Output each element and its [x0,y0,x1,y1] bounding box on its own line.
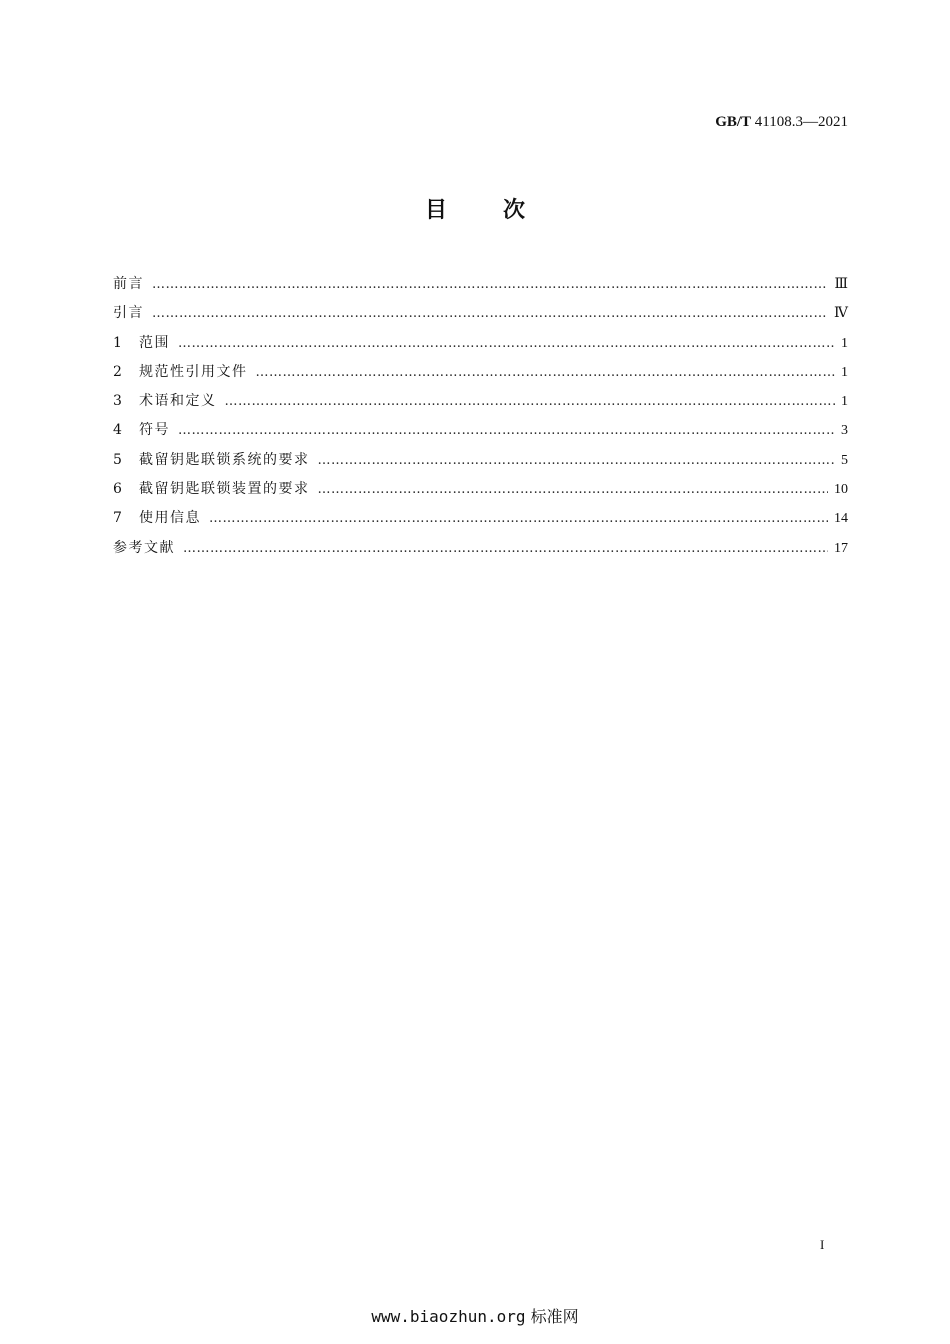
toc-entry-label: 前言 [113,276,144,292]
toc-entry-number: 7 [113,510,122,527]
toc-entry-label: 使用信息 [139,510,201,527]
toc-title [0,193,950,224]
standard-number: 41108.3—2021 [754,114,848,130]
document-number [715,114,848,131]
toc-dot-leader [152,270,828,299]
toc-dot-leader [209,504,828,533]
toc-dot-leader [225,387,836,416]
toc-entry-label: 符号 [139,422,170,439]
watermark [0,1304,950,1327]
toc-dot-leader [256,358,836,387]
toc-entry-label: 引言 [113,305,144,322]
toc-entry-page: Ⅳ [834,306,848,322]
standard-code: GB/T [715,114,752,130]
toc-entry-page: 17 [834,540,848,556]
toc-entry-page: 10 [834,482,848,498]
toc-title-char-2: 次 [503,198,526,223]
toc-entry-scope[interactable] [113,329,848,358]
watermark-url: www.biaozhun.org [371,1307,526,1326]
toc-entry-number: 6 [113,481,122,498]
toc-entry-page: 5 [841,452,848,468]
toc-entry-terms-definitions[interactable] [113,387,848,416]
toc-dot-leader [318,446,836,475]
toc-entry-foreword[interactable] [113,270,848,299]
toc-dot-leader [178,416,835,445]
toc-entry-label: 规范性引用文件 [139,363,248,380]
toc-entry-bibliography[interactable] [113,534,848,563]
toc-entry-number: 3 [113,393,122,410]
toc-entry-page: 1 [841,394,848,410]
toc-entry-label: 范围 [139,334,170,351]
toc-entry-normative-references[interactable] [113,358,848,387]
toc-entry-number: 4 [113,422,122,439]
page-folio: I [820,1237,825,1252]
toc-entry-label: 截留钥匙联锁装置的要求 [139,481,310,498]
toc-entry-page: 1 [841,364,848,380]
toc-entry-page: Ⅲ [834,277,848,292]
toc-entry-number: 2 [113,363,122,380]
toc-list [113,270,848,563]
toc-entry-label: 截留钥匙联锁系统的要求 [139,451,310,468]
toc-entry-number: 1 [113,334,122,351]
toc-entry-label: 术语和定义 [139,393,217,410]
toc-entry-information-for-use[interactable] [113,504,848,533]
toc-entry-device-requirements[interactable] [113,475,848,504]
toc-title-char-1: 目 [424,198,447,223]
toc-dot-leader [152,299,828,328]
toc-entry-page: 1 [841,335,848,351]
toc-entry-label: 参考文献 [113,539,175,556]
toc-dot-leader [178,329,835,358]
toc-entry-page: 14 [834,511,848,527]
toc-dot-leader [318,475,829,504]
watermark-text: 标准网 [530,1307,579,1326]
toc-dot-leader [183,534,828,563]
toc-entry-symbols[interactable] [113,416,848,445]
toc-entry-introduction[interactable] [113,299,848,328]
toc-entry-number: 5 [113,451,122,468]
toc-entry-page: 3 [841,423,848,439]
toc-entry-system-requirements[interactable] [113,446,848,475]
